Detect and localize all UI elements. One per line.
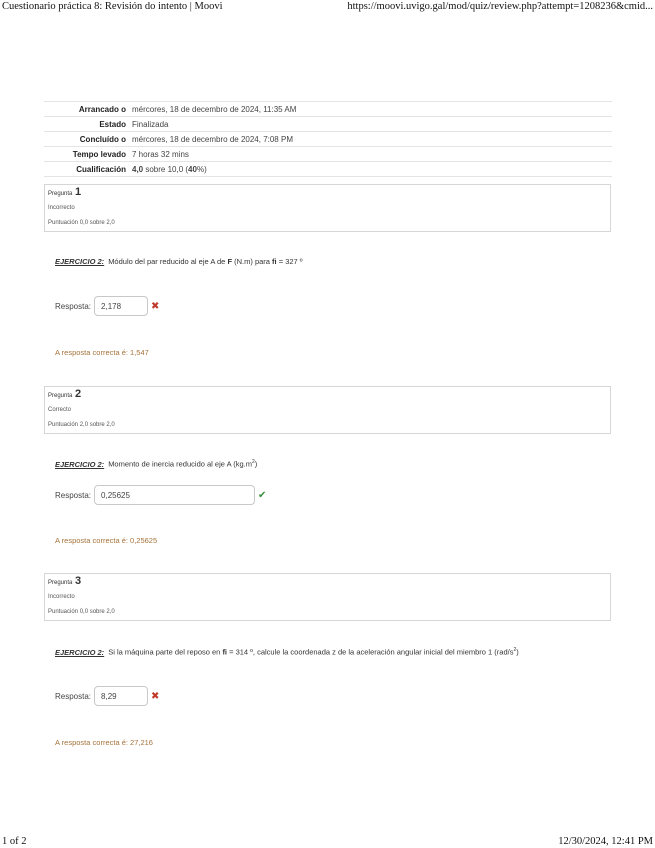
question-grade: Puntuación 0,0 sobre 2,0 — [48, 220, 115, 226]
answer-field[interactable]: 8,29 — [94, 686, 148, 706]
question-state: Incorrecto — [48, 594, 75, 600]
question-text-part: Momento de inercia reducido al eje A (kg.m — [108, 459, 253, 469]
answer-row — [55, 485, 266, 505]
summary-label: Estado — [99, 119, 126, 129]
summary-value: 7 horas 32 mins — [132, 149, 189, 159]
correct-icon: ✔ — [258, 489, 267, 501]
question-text-bold: fi — [272, 257, 277, 266]
summary-label: Cualificación — [76, 164, 126, 174]
correct-answer-feedback: A resposta correcta é: 27,216 — [55, 738, 153, 747]
question-text-part: (N.m) para — [232, 257, 273, 266]
question-info-box — [44, 573, 611, 621]
correct-answer-feedback: A resposta correcta é: 0,25625 — [55, 536, 158, 545]
answer-label: Resposta: — [55, 301, 92, 311]
question-info-box — [44, 386, 611, 434]
question-grade: Puntuación 0,0 sobre 2,0 — [48, 609, 115, 615]
summary-label: Concluído o — [79, 134, 126, 144]
question-label: Pregunta — [48, 580, 73, 586]
summary-row-completed — [44, 132, 612, 147]
summary-row-started — [44, 102, 612, 117]
question-state: Correcto — [48, 407, 72, 413]
answer-field[interactable]: 0,25625 — [94, 485, 255, 505]
question-text-part: Módulo del par reducido al eje A de — [108, 257, 228, 266]
question-title — [48, 186, 81, 198]
question-text-bold: fi — [222, 647, 228, 657]
question-label: Pregunta — [48, 393, 73, 399]
question-text — [55, 459, 257, 469]
question-number: 3 — [75, 575, 82, 587]
question-text-part: = 327 º — [276, 257, 303, 266]
exercise-label: EJERCICIO 2: — [55, 257, 105, 266]
summary-label: Arrancado o — [78, 104, 126, 114]
grade-score: 4,0 — [132, 164, 144, 174]
summary-value: mércores, 18 de decembro de 2024, 11:35 AM — [132, 104, 297, 114]
summary-row-grade — [44, 162, 612, 177]
incorrect-icon: ✖ — [151, 690, 160, 702]
question-text — [55, 257, 303, 266]
answer-field[interactable]: 2,178 — [94, 296, 148, 316]
correct-answer-feedback: A resposta correcta é: 1,547 — [55, 348, 149, 357]
summary-value: mércores, 18 de decembro de 2024, 7:08 PM — [132, 134, 293, 144]
print-datetime: 12/30/2024, 12:41 PM — [558, 836, 653, 847]
question-grade: Puntuación 2,0 sobre 2,0 — [48, 422, 115, 428]
page-counter: 1 of 2 — [2, 836, 27, 847]
superscript: 2 — [513, 647, 517, 653]
question-text-part: ) — [254, 459, 258, 469]
question-number: 1 — [75, 186, 82, 198]
grade-percent: 40 — [188, 164, 197, 174]
grade-percent-suffix: %) — [196, 164, 207, 174]
question-number: 2 — [75, 388, 82, 400]
question-text-part: = 314 º, calcule la coordenada z de la aceleración angular inicial del miembro 1 (rad/s — [227, 647, 514, 657]
question-info-box — [44, 184, 611, 232]
question-text — [55, 647, 519, 657]
superscript: 2 — [252, 459, 255, 465]
summary-row-state — [44, 117, 612, 132]
question-title — [48, 575, 81, 587]
summary-row-time-taken — [44, 147, 612, 162]
question-text-bold: F — [227, 257, 233, 266]
question-state: Incorrecto — [48, 205, 75, 211]
incorrect-icon: ✖ — [151, 300, 160, 312]
answer-row — [55, 686, 159, 706]
answer-label: Resposta: — [55, 691, 92, 701]
exercise-label: EJERCICIO 2: — [55, 459, 105, 469]
question-text-part: Si la máquina parte del reposo en — [108, 647, 223, 657]
grade-out-of: sobre 10,0 ( — [143, 164, 189, 174]
summary-value: Finalizada — [132, 119, 169, 129]
summary-value — [132, 162, 612, 177]
question-title — [48, 388, 81, 400]
attempt-summary-table — [44, 101, 612, 177]
page-url: https://moovi.uvigo.gal/mod/quiz/review.php?attempt=1208236&cmid... — [347, 1, 653, 12]
exercise-label: EJERCICIO 2: — [55, 647, 105, 657]
summary-label: Tempo levado — [72, 149, 126, 159]
question-text-part: ) — [516, 647, 519, 657]
answer-row — [55, 296, 159, 316]
question-label: Pregunta — [48, 191, 73, 197]
page-title: Cuestionario práctica 8: Revisión do intento | Moovi — [2, 1, 223, 12]
answer-label: Resposta: — [55, 490, 92, 500]
